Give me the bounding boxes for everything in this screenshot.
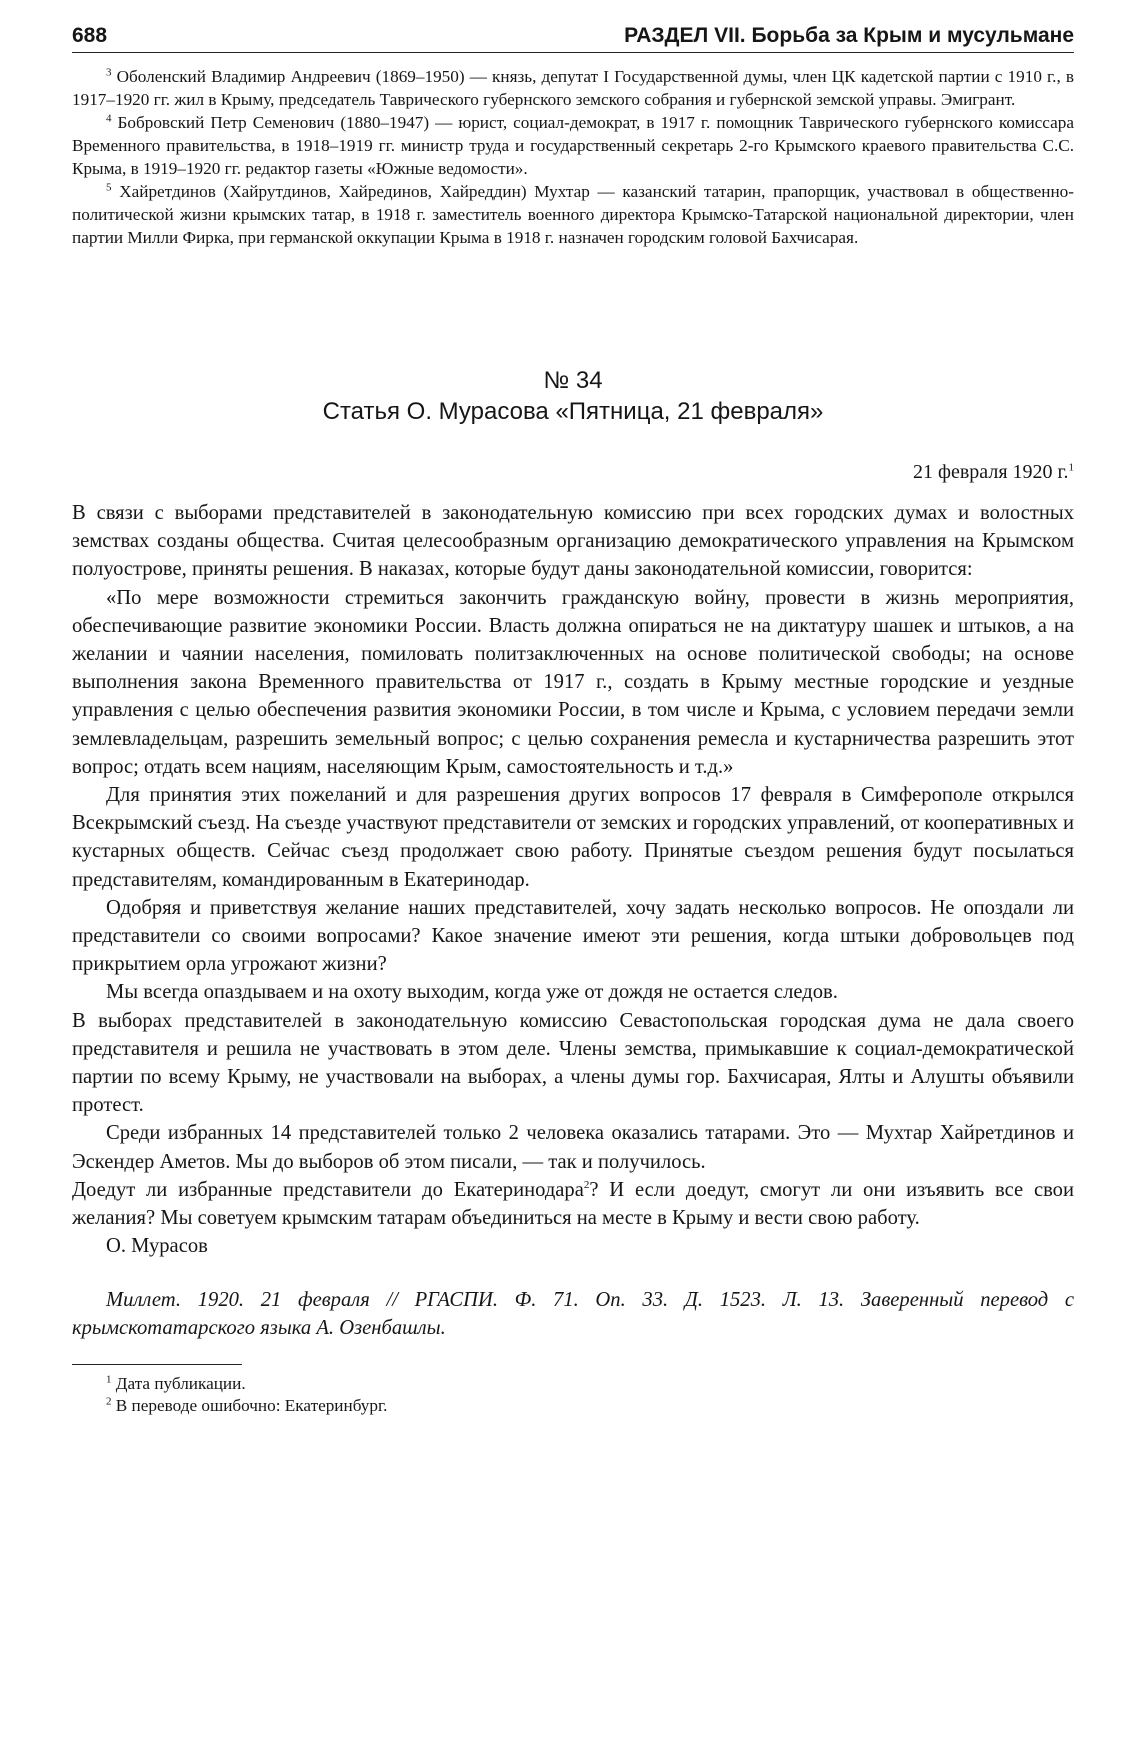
document-date	[72, 459, 1074, 485]
footnote-mark: 2	[106, 1395, 112, 1408]
paragraph: Для принятия этих пожеланий и для разрешения других вопросов 17 февраля в Симферополе открылся Всекрымский съезд. На съезде участвуют представители от земских и городских управлений, от кооперативных и кустарных обществ. Сейчас съезд продолжает свою работу. Принятые съездом решения будут посылаться представителям, командированным в Екатеринодар.	[72, 784, 1074, 891]
section-title: РАЗДЕЛ VII. Борьба за Крым и мусульмане	[624, 24, 1074, 47]
footnote-mark: 3	[106, 66, 112, 79]
footnote-2	[106, 1395, 1074, 1417]
paragraph: В выборах представителей в законодательную комиссию Севастопольская городская дума не дала своего представителя и решила не участвовать в этом деле. Члены земства, примыкавшие к социал-демократической партии по всему Крыму, не участвовали на выборах, а члены думы гор. Бахчисарая, Ялты и Алушты объявили протест.	[72, 1009, 1074, 1117]
footnote-text: Оболенский Владимир Андреевич (1869–1950) — князь, депутат I Государственной думы, член ЦК кадетской партии с 1910 г., в 1917–1920 гг. жил в Крыму, председатель Таврического губернского земского собрания и губернской земской управы. Эмигрант.	[72, 67, 1074, 109]
document-title: Статья О. Мурасова «Пятница, 21 февраля»	[322, 398, 824, 425]
preceding-footnotes	[72, 65, 1074, 249]
archival-source: Миллет. 1920. 21 февраля // РГАСПИ. Ф. 71. Оп. 33. Д. 1523. Л. 13. Заверенный перевод с крымскотатарского языка А. Озенбашлы.	[72, 1289, 1074, 1340]
footnote-1	[106, 1373, 1074, 1395]
footnote-mark: 2	[583, 1179, 590, 1192]
page-number: 688	[72, 24, 108, 47]
footnote-divider	[72, 1364, 242, 1365]
footnote-text: В переводе ошибочно: Екатеринбург.	[115, 1396, 388, 1416]
date-text: 21 февраля 1920 г.	[913, 461, 1069, 483]
footnote-mark: 4	[106, 112, 112, 125]
footnote-5	[72, 180, 1074, 249]
footnote-mark: 5	[106, 181, 112, 194]
paragraph-text: ? И если доедут, смогут ли они изъявить все свои желания? Мы советуем крымским татарам объединиться на месте в Крыму и вести свою работу.	[72, 1178, 1074, 1230]
footnote-mark: 1	[106, 1373, 112, 1386]
page	[72, 24, 1074, 1417]
footnote-4	[72, 111, 1074, 180]
quote-paragraph: «По мере возможности стремиться закончить гражданскую войну, провести в жизнь мероприятия, обеспечивающие развитие экономики России. Власть должна опираться не на диктатуру шашек и штыков, а на желании и чаянии населения, помиловать политзаключенных на основе политической свободы; на основе выполнения закона Временного правительства от 1917 г., создать в Крыму местные городские и уездные управления с целью обеспечения развития экономики России, в том числе и Крыма, с условием передачи земли землевладельцам, разрешить земельный вопрос; с целью сохранения ремесла и кустарничества разрешить этот вопрос; отдать всем нациям, населяющим Крым, самостоятельность и т.д.»	[72, 586, 1074, 778]
paragraph: Одобряя и приветствуя желание наших представителей, хочу задать несколько вопросов. Не опоздали ли представители со своими вопросами? Какое значение имеют эти решения, когда штыки добровольцев под прикрытием орла угрожают жизни?	[72, 896, 1074, 976]
document-number: № 34	[543, 367, 603, 394]
footnote-text: Бобровский Петр Семенович (1880–1947) — юрист, социал-демократ, в 1917 г. помощник Таврического губернского комиссара Временного правительства, в 1918–1919 гг. министр труда и государственный секретарь 2-го Крымского краевого правительства С.С. Крыма, в 1919–1920 гг. редактор газеты «Южные ведомости».	[72, 113, 1074, 178]
footnotes	[72, 1373, 1074, 1417]
paragraph-text: Доедут ли избранные представители до Екатеринодара	[72, 1178, 584, 1201]
paragraph: Среди избранных 14 представителей только 2 человека оказались татарами. Это — Мухтар Хайретдинов и Эскендер Аметов. Мы до выборов об этом писали, — так и получилось.	[72, 1122, 1074, 1173]
footnote-text: Хайретдинов (Хайрутдинов, Хайрединов, Хайреддин) Мухтар — казанский татарин, прапорщик, участвовал в общественно-политической жизни крымских татар, в 1918 г. заместитель военного директора Крымско-Татарской национальной директории, член партии Милли Фирка, при германской оккупации Крыма в 1918 г. назначен городским головой Бахчисарая.	[72, 182, 1074, 247]
paragraph: Мы всегда опаздываем и на охоту выходим, когда уже от дождя не остается следов.	[106, 981, 838, 1004]
article-body	[72, 499, 1074, 1260]
footnote-3	[72, 65, 1074, 111]
paragraph	[72, 1176, 1074, 1232]
signature: О. Мурасов	[106, 1235, 208, 1258]
footnote-mark: 1	[1068, 461, 1074, 474]
running-header	[72, 24, 1074, 53]
paragraph: В связи с выборами представителей в законодательную комиссию при всех городских думах и волостных земствах созданы общества. Считая целесообразным организацию демократического управления на Крымском полуострове, приняты решения. В наказах, которые будут даны законодательной комиссии, говорится:	[72, 502, 1074, 581]
document-heading	[72, 365, 1074, 427]
footnote-text: Дата публикации.	[115, 1374, 246, 1394]
